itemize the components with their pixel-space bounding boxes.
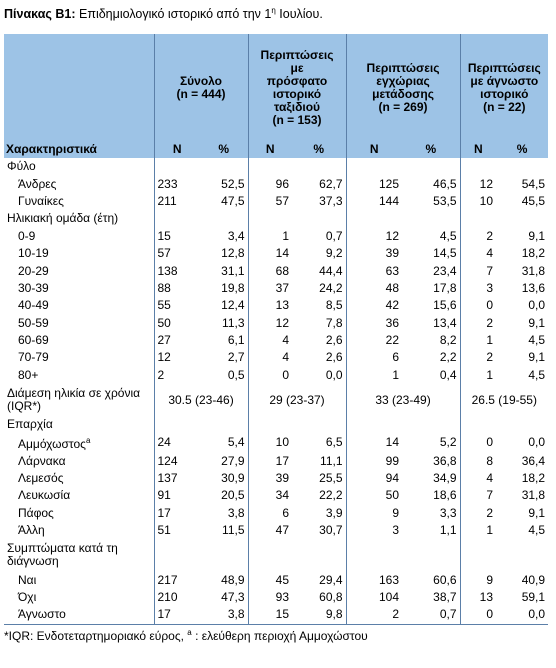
table-row: [4, 332, 548, 349]
percent-cell: 23,4: [433, 263, 457, 278]
percent-cell: 37,3: [319, 193, 343, 208]
footnote: [4, 628, 368, 643]
row-label-text: Πάφος: [18, 505, 54, 520]
table-row: [4, 571, 548, 588]
count-cell: 0: [460, 297, 496, 314]
percent-cell: 62,7: [319, 176, 343, 191]
percent-cell: 24,2: [319, 280, 343, 295]
row-label-text: Λάρνακα: [18, 453, 66, 468]
count-cell: 7: [460, 262, 496, 279]
percent-cell: 2,2: [439, 350, 457, 365]
row-label: [4, 522, 154, 539]
count-cell: 15: [248, 606, 292, 624]
empty-cell: [402, 539, 460, 571]
percent-cell: 4,5: [528, 333, 546, 348]
row-label-text: Λευκωσία: [18, 488, 71, 503]
count-cell: 51: [154, 522, 200, 539]
percent-cell: 5,4: [227, 435, 245, 450]
row-label-text: 50-59: [18, 315, 49, 330]
count-cell: 4: [248, 332, 292, 349]
row-label: [4, 193, 154, 210]
count-cell: 55: [154, 297, 200, 314]
row-label: Ηλικιακή ομάδα (έτη): [7, 211, 119, 226]
count-cell: 138: [154, 262, 200, 279]
header-pct: %: [200, 142, 248, 158]
row-label: Φύλο: [7, 159, 36, 174]
empty-cell: [460, 210, 496, 227]
empty-cell: [496, 158, 548, 175]
epidemiology-table: [4, 34, 548, 625]
percent-cell: 53,5: [433, 193, 457, 208]
count-cell: 10: [248, 433, 292, 452]
percent-cell: 17,8: [433, 280, 457, 295]
row-label-text: 10-19: [18, 246, 49, 261]
empty-cell: [346, 416, 402, 433]
table-row: [4, 349, 548, 366]
row-label-text: Άγνωστο: [18, 607, 66, 622]
percent-cell: 60,8: [319, 590, 343, 604]
percent-cell: 4,5: [528, 367, 546, 382]
percent-cell: 7,8: [325, 315, 343, 330]
percent-cell: 12,4: [221, 298, 245, 313]
empty-cell: [496, 210, 548, 227]
count-cell: 217: [154, 571, 200, 588]
count-cell: 0: [460, 433, 496, 452]
percent-cell: 9,1: [528, 228, 546, 243]
percent-cell: 0,5: [227, 367, 245, 382]
count-cell: 45: [248, 571, 292, 588]
row-label-text: 80+: [18, 367, 39, 382]
caption-text: Επιδημιολογικό ιστορικό από την 1: [78, 7, 272, 22]
table-row: [4, 487, 548, 504]
percent-cell: 8,5: [325, 298, 343, 313]
row-label: [4, 349, 154, 366]
row-label-text: Άνδρες: [18, 176, 57, 191]
count-cell: 17: [154, 606, 200, 624]
percent-cell: 6,1: [227, 333, 245, 348]
percent-cell: 44,4: [319, 263, 343, 278]
count-cell: 36: [346, 315, 402, 332]
count-cell: 211: [154, 193, 200, 210]
percent-cell: 13,6: [521, 280, 546, 295]
count-cell: 17: [154, 505, 200, 522]
count-cell: 124: [154, 452, 200, 469]
count-cell: 3: [346, 522, 402, 539]
header-group-local: [346, 34, 460, 142]
count-cell: 63: [346, 262, 402, 279]
percent-cell: 0,0: [496, 606, 548, 624]
table-row: [4, 175, 548, 192]
table-caption: [4, 6, 323, 21]
row-label-text: 30-39: [18, 280, 49, 295]
percent-cell: 0,7: [325, 228, 343, 243]
table-row: [4, 297, 548, 314]
count-cell: 9: [346, 505, 402, 522]
empty-cell: [154, 210, 200, 227]
count-cell: 2: [460, 315, 496, 332]
count-cell: 94: [346, 470, 402, 487]
header-group-unknown: [460, 34, 548, 142]
percent-cell: 48,9: [221, 572, 245, 587]
count-cell: 1: [460, 367, 496, 384]
percent-cell: 15,6: [433, 298, 457, 313]
count-cell: 137: [154, 470, 200, 487]
footnote-sup: a: [187, 628, 192, 637]
count-cell: 13: [248, 297, 292, 314]
row-label-text: Άλλη: [18, 523, 45, 538]
count-cell: 0: [248, 367, 292, 384]
count-cell: 104: [346, 589, 402, 606]
count-cell: 15: [154, 228, 200, 245]
table-row: [4, 245, 548, 262]
row-label-text: 0-9: [18, 228, 36, 243]
empty-cell: [248, 416, 292, 433]
empty-cell: [248, 539, 292, 571]
header-blank: [4, 34, 154, 142]
header-pct: %: [496, 142, 548, 158]
caption-sup: η: [271, 6, 276, 15]
count-cell: 99: [346, 452, 402, 469]
row-label: [4, 505, 154, 522]
row-label: [4, 262, 154, 279]
empty-cell: [292, 210, 346, 227]
percent-cell: 12,8: [221, 246, 245, 261]
header-n: N: [154, 142, 200, 158]
percent-cell: 36,8: [433, 453, 457, 468]
count-cell: 4: [460, 245, 496, 262]
count-cell: 6: [346, 349, 402, 366]
row-label: [4, 589, 154, 606]
row-label-text: Λεμεσός: [18, 471, 64, 486]
count-cell: 2: [460, 505, 496, 522]
table-row: [4, 315, 548, 332]
percent-cell: 1,1: [439, 523, 457, 538]
percent-cell: 0,0: [528, 298, 546, 313]
table-row: [4, 470, 548, 487]
count-cell: 2: [154, 367, 200, 384]
percent-cell: 34,9: [433, 471, 457, 486]
empty-cell: [496, 416, 548, 433]
table-row: [4, 522, 548, 539]
count-cell: 42: [346, 297, 402, 314]
count-cell: 57: [248, 193, 292, 210]
count-cell: 12: [248, 315, 292, 332]
count-cell: 163: [346, 571, 402, 588]
median-cell: 33 (23-49): [346, 384, 460, 416]
count-cell: 210: [154, 589, 200, 606]
percent-cell: 2,7: [227, 350, 245, 365]
row-label-text: Γυναίκες: [18, 193, 64, 208]
percent-cell: 13,4: [433, 315, 457, 330]
count-cell: 7: [460, 487, 496, 504]
percent-cell: 0,0: [528, 435, 546, 450]
count-cell: 12: [154, 349, 200, 366]
empty-cell: [496, 539, 548, 571]
percent-cell: 2,6: [325, 350, 343, 365]
count-cell: 91: [154, 487, 200, 504]
percent-cell: 11,3: [222, 315, 245, 330]
count-cell: 1: [460, 332, 496, 349]
count-cell: 50: [154, 315, 200, 332]
percent-cell: 9,8: [292, 606, 346, 624]
footnote-text-end: : ελεύθερη περιοχή Αμμοχώστου: [191, 629, 368, 643]
count-cell: 1: [460, 522, 496, 539]
header-group-title: Περιπτώσεις με άγνωστο ιστορικό (n = 22): [467, 61, 541, 114]
median-cell: 29 (23-37): [248, 384, 346, 416]
row-label: [4, 228, 154, 245]
header-pct: %: [292, 142, 346, 158]
table-body: [4, 158, 548, 624]
empty-cell: [460, 158, 496, 175]
percent-cell: 30,9: [221, 471, 245, 486]
percent-cell: 40,9: [521, 572, 546, 587]
row-label-text: 40-49: [18, 298, 49, 313]
empty-cell: [346, 158, 402, 175]
header-characteristics: Χαρακτηριστικά: [4, 142, 154, 158]
row-label: [4, 315, 154, 332]
count-cell: 12: [460, 175, 496, 192]
count-cell: 34: [248, 487, 292, 504]
percent-cell: 47,3: [221, 590, 245, 604]
count-cell: 4: [460, 470, 496, 487]
empty-cell: [292, 539, 346, 571]
header-pct: %: [402, 142, 460, 158]
count-cell: 2: [460, 349, 496, 366]
row-label: [4, 433, 154, 452]
row-label-text: 60-69: [18, 333, 49, 348]
header-group-title: Περιπτώσεις με πρόσφατο ιστορικό ταξιδιού (n = 153): [260, 48, 334, 127]
count-cell: 2: [460, 228, 496, 245]
empty-cell: [460, 539, 496, 571]
caption-text-end: Ιουλίου.: [275, 7, 323, 22]
count-cell: 12: [346, 228, 402, 245]
table-row: [4, 384, 548, 416]
count-cell: 144: [346, 193, 402, 210]
percent-cell: 59,1: [521, 590, 546, 604]
count-cell: 8: [460, 452, 496, 469]
count-cell: 96: [248, 175, 292, 192]
percent-cell: 11,5: [222, 523, 245, 538]
empty-cell: [200, 416, 248, 433]
table-row: [4, 589, 548, 606]
table-row: [4, 262, 548, 279]
count-cell: 68: [248, 262, 292, 279]
empty-cell: [292, 158, 346, 175]
header-n: N: [460, 142, 496, 158]
percent-cell: 52,5: [221, 176, 245, 191]
table-row: [4, 539, 548, 571]
count-cell: 27: [154, 332, 200, 349]
percent-cell: 18,6: [433, 488, 457, 503]
percent-cell: 0,0: [325, 367, 343, 382]
percent-cell: 18,2: [521, 471, 546, 486]
row-label: Επαρχία: [7, 417, 53, 432]
count-cell: 88: [154, 280, 200, 297]
count-cell: 233: [154, 175, 200, 192]
table-row: [4, 280, 548, 297]
table-row: [4, 228, 548, 245]
percent-cell: 36,4: [521, 453, 546, 468]
row-label-text: 70-79: [18, 350, 49, 365]
percent-cell: 22,2: [319, 488, 343, 503]
empty-cell: [200, 539, 248, 571]
percent-cell: 3,9: [325, 505, 343, 520]
count-cell: 6: [248, 505, 292, 522]
empty-cell: [248, 210, 292, 227]
count-cell: 2: [346, 606, 402, 624]
table-row: [4, 505, 548, 522]
empty-cell: [346, 210, 402, 227]
percent-cell: 54,5: [521, 176, 546, 191]
count-cell: 13: [460, 589, 496, 606]
header-group-title: Σύνολο (n = 444): [176, 74, 226, 101]
count-cell: 9: [460, 571, 496, 588]
row-label: [4, 470, 154, 487]
count-cell: 1: [346, 367, 402, 384]
percent-cell: 47,5: [221, 193, 245, 208]
percent-cell: 9,2: [325, 246, 343, 261]
count-cell: 57: [154, 245, 200, 262]
percent-cell: 38,7: [433, 590, 457, 604]
row-label: [4, 367, 154, 384]
header-group-total: [154, 34, 248, 142]
percent-cell: 60,6: [433, 572, 457, 587]
count-cell: 14: [346, 433, 402, 452]
table-row: [4, 367, 548, 384]
row-label: [4, 452, 154, 469]
row-label: Συμπτώματα κατά τη διάγνωση: [7, 541, 118, 569]
row-label: Διάμεση ηλικία σε χρόνια (IQR*): [7, 386, 141, 414]
row-label: [4, 571, 154, 588]
row-label: [4, 487, 154, 504]
row-label-text: Ναι: [18, 572, 37, 587]
table-row: [4, 606, 548, 624]
empty-cell: [200, 210, 248, 227]
table-row: [4, 210, 548, 227]
count-cell: 14: [248, 245, 292, 262]
percent-cell: 31,1: [221, 263, 245, 278]
count-cell: 4: [248, 349, 292, 366]
percent-cell: 9,1: [528, 350, 546, 365]
header-group-title: Περιπτώσεις εγχώριας μετάδοσης (n = 269): [366, 61, 440, 114]
percent-cell: 4,5: [528, 523, 546, 538]
empty-cell: [402, 210, 460, 227]
count-cell: 0: [460, 606, 496, 624]
percent-cell: 0,4: [439, 367, 457, 382]
percent-cell: 14,5: [433, 246, 457, 261]
median-cell: 26.5 (19-55): [460, 384, 548, 416]
empty-cell: [200, 158, 248, 175]
empty-cell: [154, 158, 200, 175]
median-cell: 30.5 (23-46): [154, 384, 248, 416]
table-row: [4, 158, 548, 175]
percent-cell: 46,5: [433, 176, 457, 191]
count-cell: 1: [248, 228, 292, 245]
row-label-sup: a: [85, 436, 91, 446]
percent-cell: 45,5: [521, 193, 546, 208]
percent-cell: 31,8: [521, 263, 546, 278]
table-row: [4, 452, 548, 469]
empty-cell: [292, 416, 346, 433]
percent-cell: 3,8: [227, 505, 245, 520]
header-n: N: [346, 142, 402, 158]
percent-cell: 8,2: [439, 333, 457, 348]
header-group-travel: [248, 34, 346, 142]
percent-cell: 27,9: [221, 453, 245, 468]
empty-cell: [346, 539, 402, 571]
count-cell: 48: [346, 280, 402, 297]
empty-cell: [154, 539, 200, 571]
count-cell: 10: [460, 193, 496, 210]
row-label-text: Αμμόχωστος: [18, 437, 86, 452]
percent-cell: 2,6: [325, 333, 343, 348]
percent-cell: 11,1: [320, 453, 343, 468]
row-label: [4, 245, 154, 262]
percent-cell: 9,1: [528, 315, 546, 330]
percent-cell: 6,5: [325, 435, 343, 450]
table-row: [4, 433, 548, 452]
caption-label: Πίνακας Β1:: [4, 7, 76, 22]
row-label: [4, 175, 154, 192]
row-label: [4, 332, 154, 349]
percent-cell: 29,4: [319, 572, 343, 587]
row-label: [4, 606, 154, 624]
count-cell: 3: [460, 280, 496, 297]
percent-cell: 3,3: [439, 505, 457, 520]
percent-cell: 3,4: [227, 228, 245, 243]
percent-cell: 0,7: [402, 606, 460, 624]
count-cell: 93: [248, 589, 292, 606]
percent-cell: 4,5: [439, 228, 457, 243]
percent-cell: 18,2: [521, 246, 546, 261]
percent-cell: 30,7: [319, 523, 343, 538]
row-label: [4, 297, 154, 314]
empty-cell: [402, 158, 460, 175]
count-cell: 39: [248, 470, 292, 487]
percent-cell: 9,1: [528, 505, 546, 520]
count-cell: 39: [346, 245, 402, 262]
empty-cell: [248, 158, 292, 175]
count-cell: 22: [346, 332, 402, 349]
count-cell: 17: [248, 452, 292, 469]
footnote-text: *IQR: Ενδοτεταρτημοριακό εύρος,: [4, 629, 188, 643]
percent-cell: 19,8: [221, 280, 245, 295]
empty-cell: [402, 416, 460, 433]
table-row: [4, 416, 548, 433]
table-row: [4, 193, 548, 210]
percent-cell: 20,5: [221, 488, 245, 503]
row-label-text: 20-29: [18, 263, 49, 278]
percent-cell: 25,5: [319, 471, 343, 486]
count-cell: 50: [346, 487, 402, 504]
header-n: N: [248, 142, 292, 158]
row-label: [4, 280, 154, 297]
row-label-text: Όχι: [18, 590, 37, 604]
count-cell: 125: [346, 175, 402, 192]
count-cell: 24: [154, 433, 200, 452]
count-cell: 37: [248, 280, 292, 297]
percent-cell: 3,8: [200, 606, 248, 624]
count-cell: 47: [248, 522, 292, 539]
percent-cell: 5,2: [439, 435, 457, 450]
percent-cell: 31,8: [521, 488, 546, 503]
empty-cell: [460, 416, 496, 433]
empty-cell: [154, 416, 200, 433]
